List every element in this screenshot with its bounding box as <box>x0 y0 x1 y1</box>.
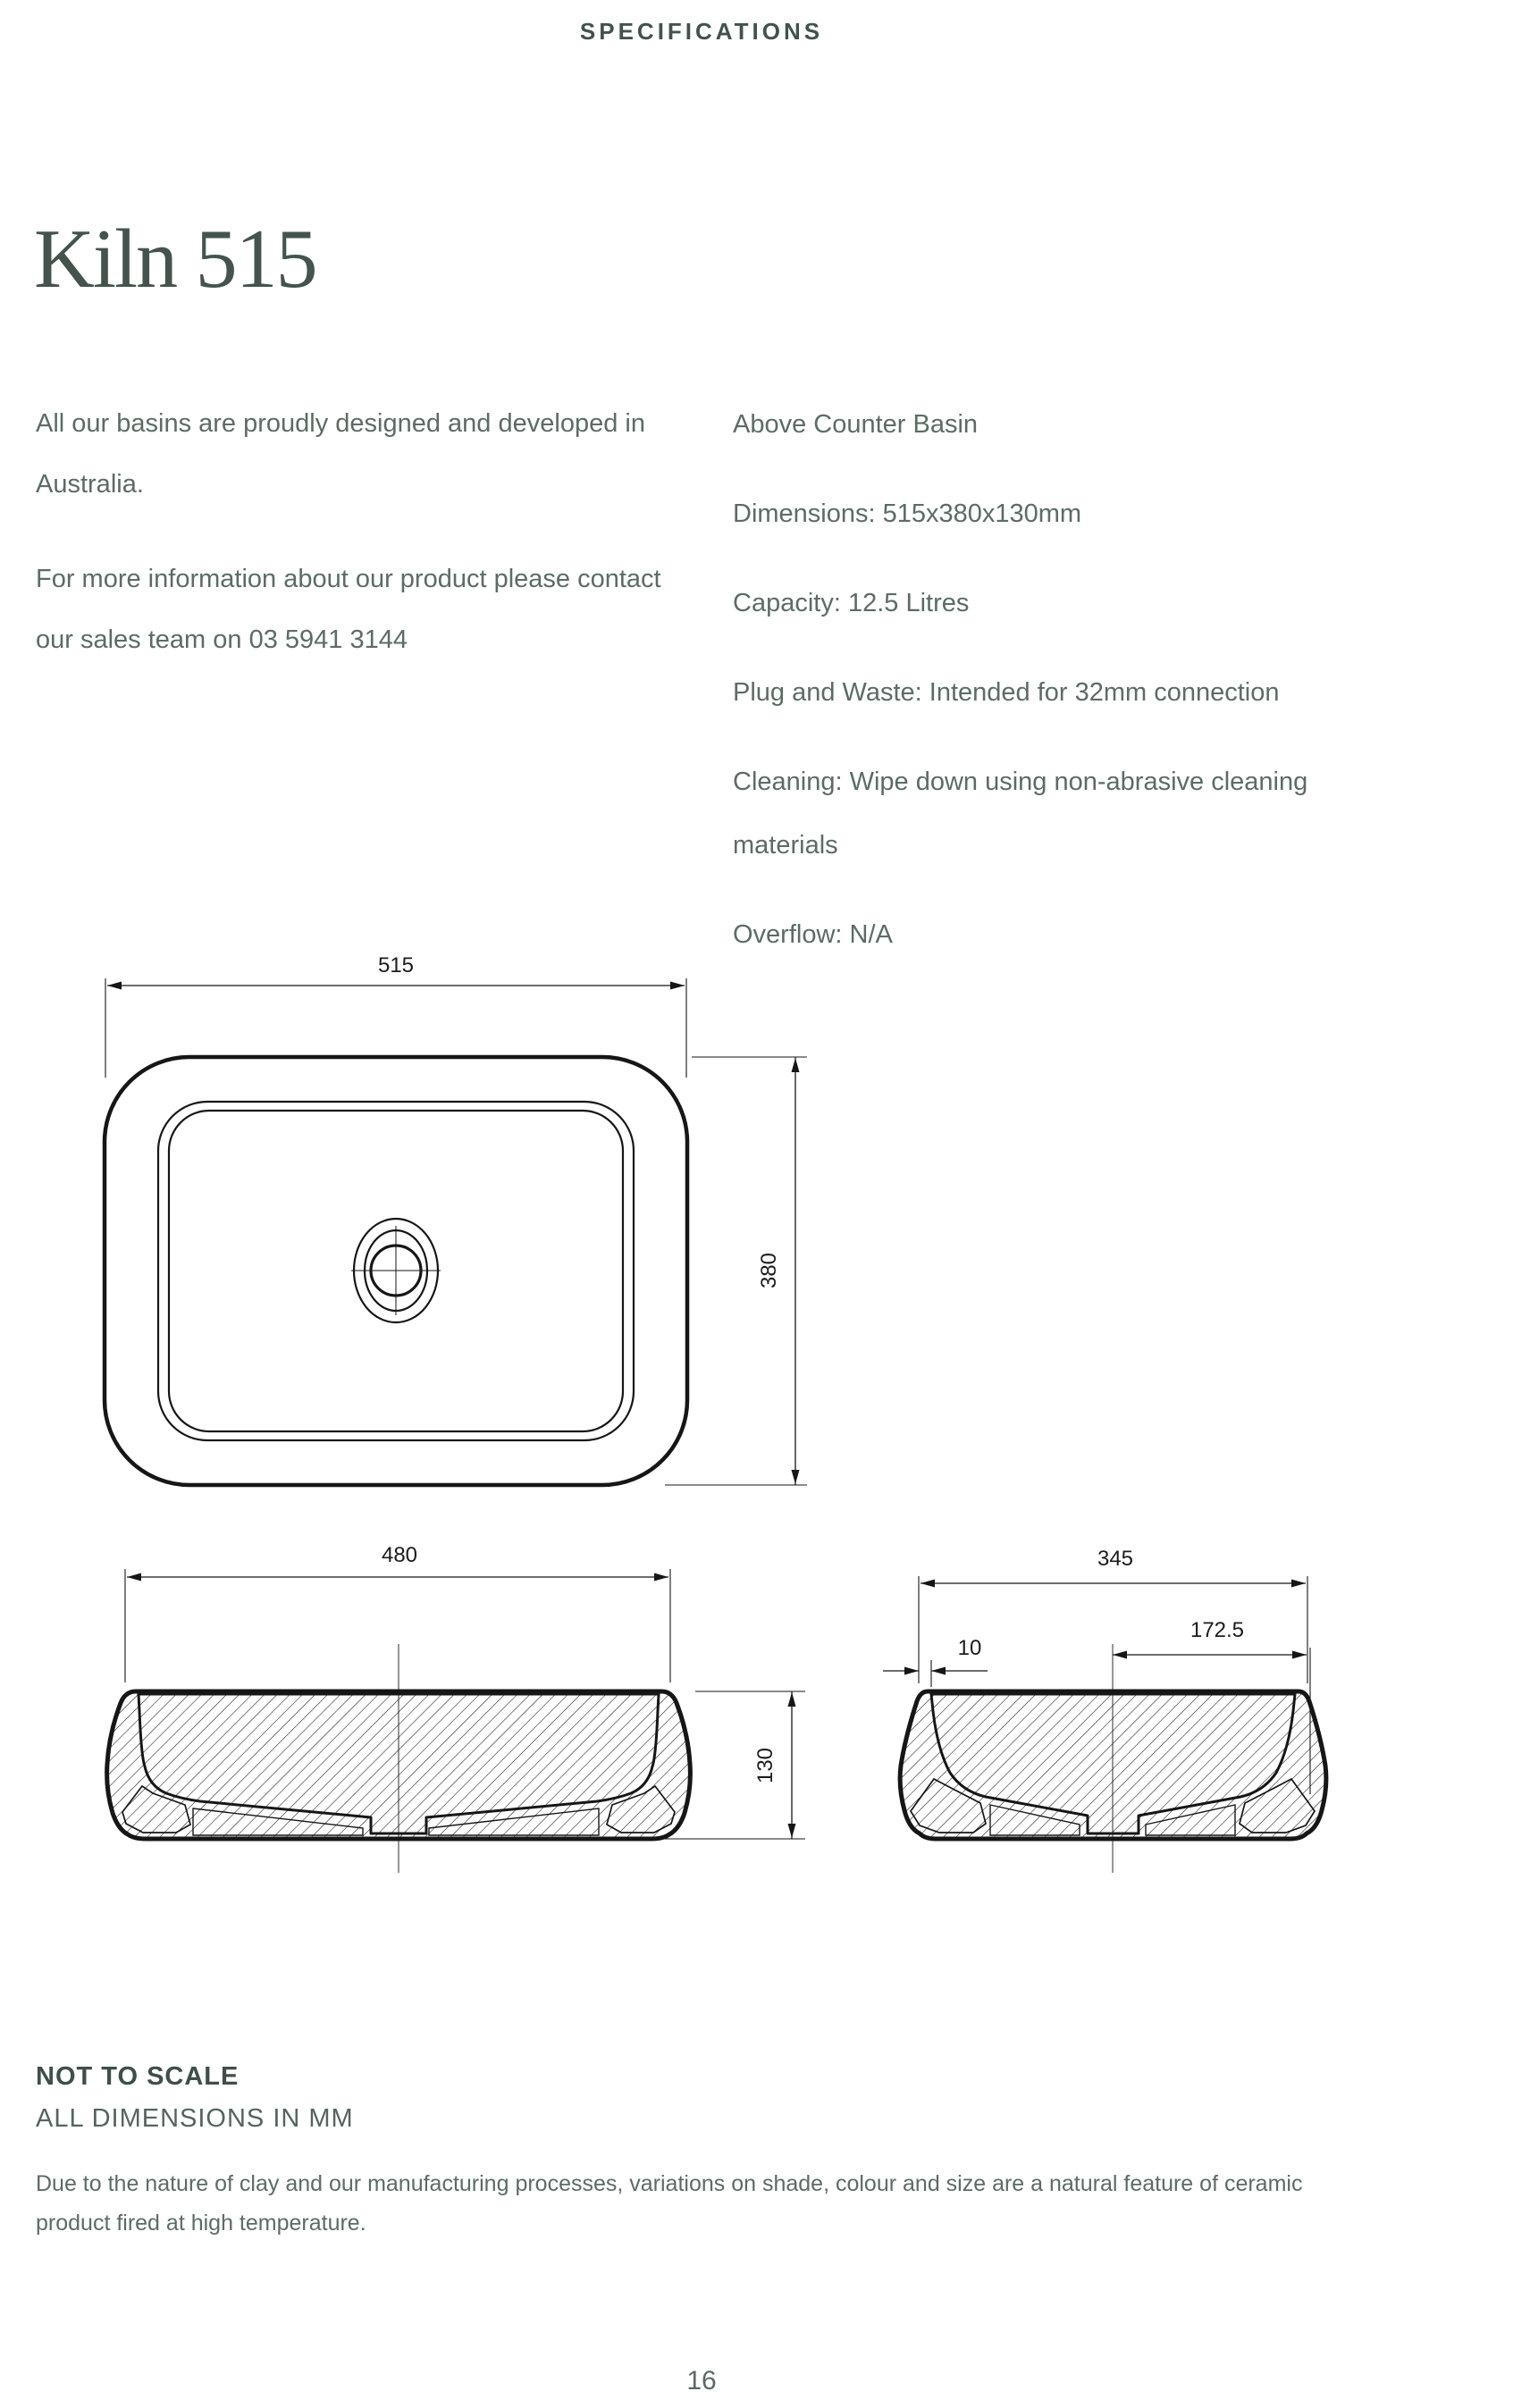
top-view-drawing <box>105 953 807 1485</box>
spec-line-capacity: Capacity: 12.5 Litres <box>733 589 970 617</box>
spec-line-dimensions: Dimensions: 515x380x130mm <box>733 499 1082 528</box>
dim-label-172-5: 172.5 <box>1190 1618 1245 1642</box>
spec-line-plug-waste: Plug and Waste: Intended for 32mm connection <box>733 678 1280 707</box>
spec-line-overflow: Overflow: N/A <box>733 920 893 949</box>
product-title: Kiln 515 <box>34 213 316 306</box>
dim-label-380: 380 <box>757 1252 781 1289</box>
not-to-scale-note: NOT TO SCALE <box>36 2062 240 2091</box>
dimension-10 <box>883 1636 988 1687</box>
intro-paragraph-2: For more information about our product please contact our sales team on 03 5941 3144 <box>36 565 661 654</box>
page-number: 16 <box>686 2366 717 2395</box>
side-view-drawing <box>883 1547 1326 1873</box>
dimension-480 <box>125 1543 670 1682</box>
dim-label-515: 515 <box>377 953 415 977</box>
dim-label-345: 345 <box>1097 1547 1134 1571</box>
page-kicker: SPECIFICATIONS <box>579 18 824 45</box>
dimensions-units-note: ALL DIMENSIONS IN MM <box>36 2104 354 2133</box>
dim-label-130: 130 <box>753 1747 778 1784</box>
footer-notes <box>36 2062 1376 2243</box>
front-view-drawing <box>107 1543 805 1873</box>
spec-line-type: Above Counter Basin <box>733 410 979 439</box>
dim-label-480: 480 <box>381 1543 418 1567</box>
dimension-345 <box>919 1547 1307 1683</box>
ceramic-disclaimer: Due to the nature of clay and our manufacturing processes, variations on shade, colour and size are a natural feature of ceramic product fired at high temperature. <box>36 2171 1303 2236</box>
spec-line-cleaning: Cleaning: Wipe down using non-abrasive cleaning materials <box>733 768 1308 860</box>
dim-label-10: 10 <box>957 1636 982 1660</box>
drain-detail <box>351 1219 441 1322</box>
intro-paragraph-1: All our basins are proudly designed and developed in Australia. <box>36 409 645 499</box>
